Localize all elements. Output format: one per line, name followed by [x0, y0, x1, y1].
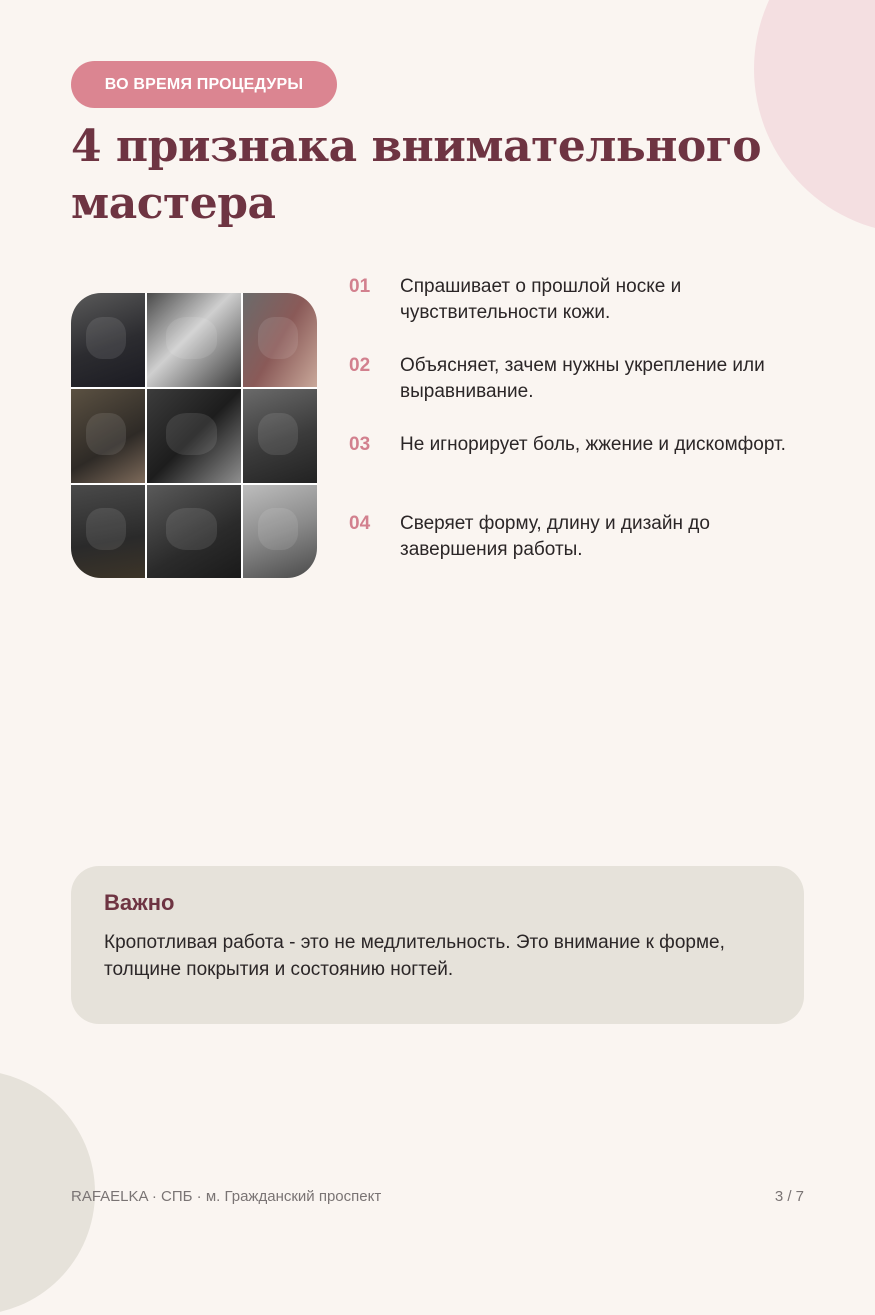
page-number: 3 / 7 — [774, 1188, 804, 1205]
title-line-2: мастера — [71, 178, 276, 229]
item-text: Объясняет, зачем нужны укрепление или выравнивание. — [400, 355, 765, 402]
collage-photo — [147, 389, 241, 483]
title-line-1: 4 признака внимательного — [71, 121, 762, 172]
item-number: 03 — [349, 434, 371, 455]
important-note — [71, 866, 804, 1024]
note-text: Кропотливая работа - это не медлительность. Это внимание к форме, толщине покрытия и состоянию ногтей. — [104, 932, 725, 980]
collage-photo — [147, 485, 241, 578]
item-number: 04 — [349, 513, 371, 534]
item-text: Не игнорирует боль, жжение и дискомфорт. — [400, 434, 786, 455]
section-badge: ВО ВРЕМЯ ПРОЦЕДУРЫ — [71, 61, 337, 108]
note-title: Важно — [104, 890, 175, 915]
collage-photo — [71, 293, 145, 387]
item-text: Спрашивает о прошлой носке и чувствительности кожи. — [400, 276, 682, 323]
footer-brand: RAFAELKA · СПБ · м. Гражданский проспект — [71, 1188, 382, 1205]
item-number: 02 — [349, 355, 371, 376]
page-title — [71, 118, 831, 232]
collage-photo — [71, 389, 145, 483]
item-number: 01 — [349, 276, 371, 297]
photo-collage — [71, 293, 317, 578]
collage-photo — [243, 293, 317, 387]
collage-photo — [243, 485, 317, 578]
collage-photo — [71, 485, 145, 578]
collage-photo — [243, 389, 317, 483]
collage-photo — [147, 293, 241, 387]
item-text: Сверяет форму, длину и дизайн до завершения работы. — [400, 513, 710, 560]
